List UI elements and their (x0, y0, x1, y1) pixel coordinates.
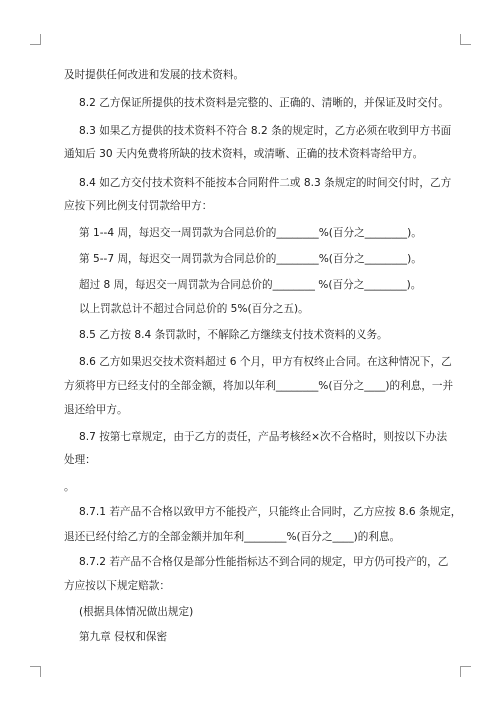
penalty-cap: 以上罚款总计不超过合同总价的 5%(百分之五)。 (79, 303, 309, 315)
clause-8-7-2: 8.7.2 若产品不合格仅是部分性能指标达不到合同的规定，甲方仍可投产的，乙 (79, 556, 449, 568)
clause-8-7: 8.7 按第七章规定，由于乙方的责任，产品考核经×次不合格时，则按以下办法 (79, 431, 448, 443)
text-line: 方须将甲方已经支付的全部金额，将加以年利________%(百分之____)的利息，一并 (64, 380, 454, 392)
text-line: 及时提供任何改进和发展的技术资料。 (64, 69, 245, 81)
text-line: 处理： (64, 454, 96, 466)
text-line: 通知后 30 天内免费将所缺的技术资料，或清晰、正确的技术资料寄给甲方。 (64, 148, 424, 160)
text-line: 退还已经付给乙方的全部金额并加年利________%(百分之____)的利息。 (64, 531, 401, 543)
crop-mark-bottom-left (30, 666, 41, 677)
note-line: (根据具体情况做出规定) (79, 606, 194, 618)
text-line: 应按下列比例支付罚款给甲方： (64, 200, 213, 212)
clause-8-7-1: 8.7.1 若产品不合格以致甲方不能投产，只能终止合同时，乙方应按 8.6 条规定， (79, 506, 462, 518)
clause-8-3: 8.3 如果乙方提供的技术资料不符合 8.2 条的规定时，乙方必须在收到甲方书面 (79, 125, 452, 137)
penalty-line: 第 1--4 周，每迟交一周罚款为合同总价的________%(百分之________)。 (79, 227, 422, 239)
chapter-heading: 第九章 侵权和保密 (79, 631, 168, 643)
text-line: 方应按以下规定赔款： (64, 580, 170, 592)
crop-mark-bottom-right (460, 666, 471, 677)
clause-8-6: 8.6 乙方如果迟交技术资料超过 6 个月，甲方有权终止合同。在这种情况下，乙 (79, 356, 452, 368)
clause-8-2: 8.2 乙方保证所提供的技术资料是完整的、正确的、清晰的，并保证及时交付。 (79, 97, 449, 109)
penalty-line: 第 5--7 周，每迟交一周罚款为合同总价的________%(百分之________)。 (79, 253, 422, 265)
penalty-line: 超过 8 周，每迟交一周罚款为合同总价的________ %(百分之________)。 (79, 279, 422, 291)
crop-mark-top-right (460, 34, 471, 45)
crop-mark-top-left (30, 34, 41, 45)
clause-8-5: 8.5 乙方按 8.4 条罚款时，不解除乙方继续支付技术资料的义务。 (79, 329, 388, 341)
text-line: 。 (64, 481, 75, 493)
clause-8-4: 8.4 如乙方交付技术资料不能按本合同附件二或 8.3 条规定的时间交付时，乙方 (79, 177, 452, 189)
text-line: 退还给甲方。 (64, 404, 128, 416)
